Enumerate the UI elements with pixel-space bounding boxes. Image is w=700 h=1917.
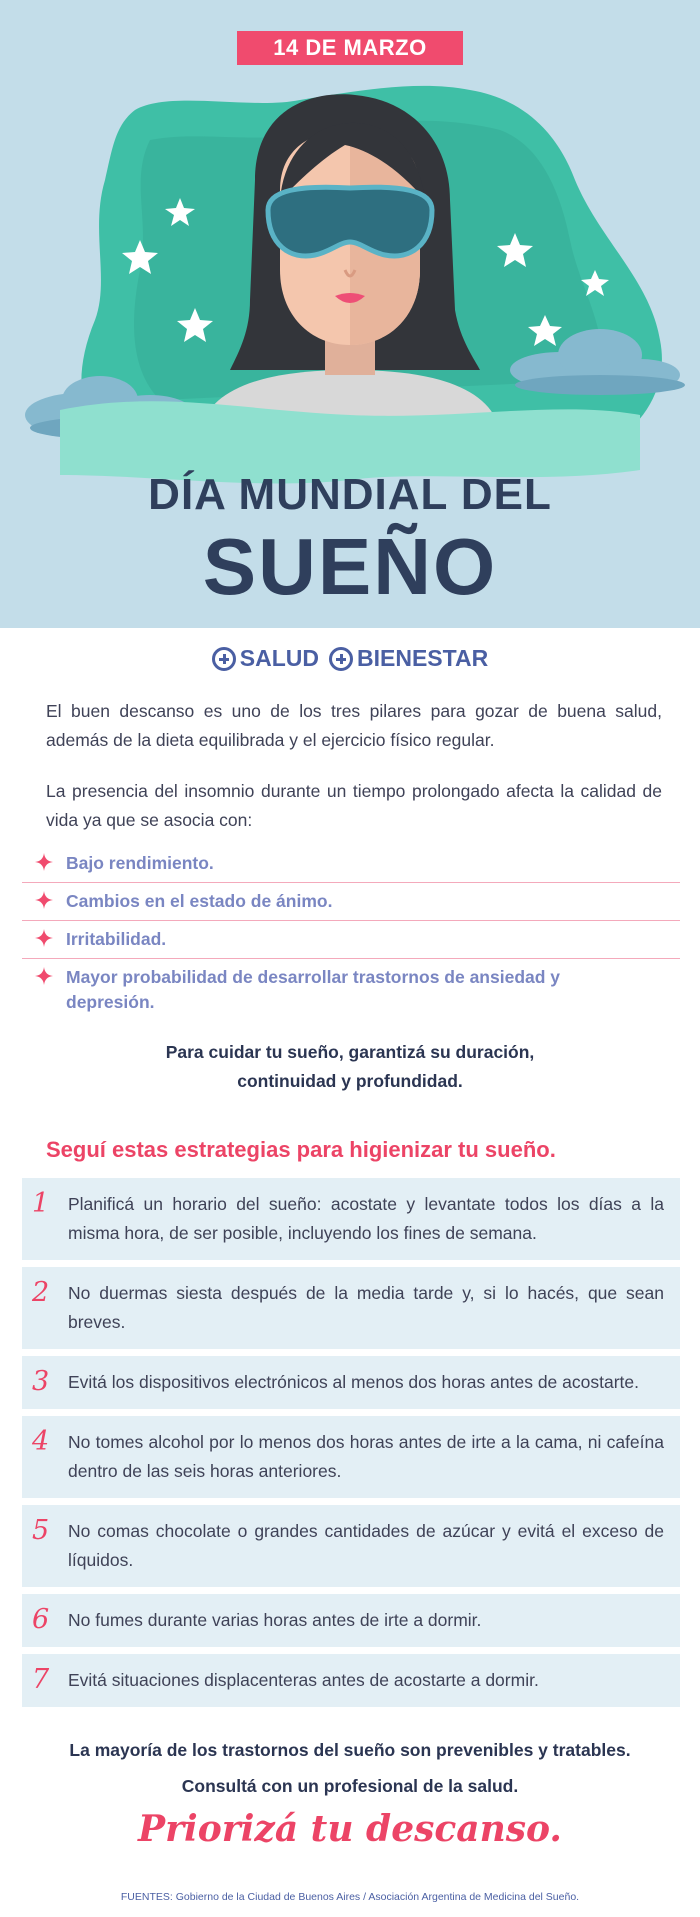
strategy-number: 6 <box>32 1604 50 1635</box>
strategy-number: 1 <box>32 1188 50 1219</box>
list-item <box>22 1594 680 1647</box>
sparkle-icon <box>22 889 66 909</box>
strategy-text: No comas chocolate o grandes cantidades de azúcar y evitá el exceso de líquidos. <box>68 1521 664 1570</box>
sparkle-icon <box>22 927 66 947</box>
list-item <box>22 845 680 883</box>
tag-bienestar <box>329 645 488 672</box>
list-item <box>22 883 680 921</box>
date-badge: 14 DE MARZO <box>237 31 463 65</box>
sources-footnote: FUENTES: Gobierno de la Ciudad de Buenos Aires / Asociación Argentina de Medicina del Sueño. <box>120 1891 580 1903</box>
plus-circle-icon <box>329 647 353 671</box>
closing-line-2: Consultá con un profesional de la salud. <box>181 1776 519 1796</box>
hero-section <box>0 0 700 628</box>
symptoms-list <box>22 845 680 1021</box>
strategy-text: No tomes alcohol por lo menos dos horas antes de irte a la cama, ni cafeína dentro de las seis horas anteriores. <box>68 1432 664 1481</box>
closing-line-1: La mayoría de los trastornos del sueño son prevenibles y tratables. <box>69 1740 631 1760</box>
intro-paragraph-2: La presencia del insomnio durante un tiempo prolongado afecta la calidad de vida ya que se asocia con: <box>46 781 662 830</box>
tag-label: BIENESTAR <box>357 645 489 671</box>
list-item <box>22 1654 680 1707</box>
plus-circle-icon <box>212 647 236 671</box>
tag-label: SALUD <box>239 645 320 671</box>
sleeping-woman-illustration <box>0 70 700 500</box>
list-item <box>22 1178 680 1260</box>
care-text <box>0 1038 700 1096</box>
list-item <box>22 1356 680 1409</box>
strategy-text: No duermas siesta después de la media tarde y, si lo hacés, que sean breves. <box>68 1283 664 1332</box>
strategy-number: 4 <box>32 1426 50 1457</box>
strategy-text: Planificá un horario del sueño: acostate y levantate todos los días a la misma hora, de ser posible, incluyendo los fines de semana. <box>68 1194 664 1243</box>
list-item <box>22 921 680 959</box>
strategy-text: Evitá los dispositivos electrónicos al menos dos horas antes de acostarte. <box>68 1372 639 1392</box>
symptom-text: Bajo rendimiento. <box>66 853 214 873</box>
strategy-number: 7 <box>32 1664 50 1695</box>
care-line-1: Para cuidar tu sueño, garantizá su duración, <box>165 1042 535 1062</box>
care-line-2: continuidad y profundidad. <box>237 1071 463 1091</box>
strategy-text: No fumes durante varias horas antes de irte a dormir. <box>68 1610 482 1630</box>
list-item <box>22 1416 680 1498</box>
strategy-number: 2 <box>32 1277 50 1308</box>
title-line-2: SUEÑO <box>202 522 498 611</box>
list-item <box>22 1505 680 1587</box>
tag-salud <box>212 645 319 672</box>
list-item <box>22 959 680 1021</box>
sparkle-icon <box>22 965 66 985</box>
slogan: Priorizá tu descanso. <box>138 1808 562 1850</box>
strategies-title: Seguí estas estrategias para higienizar tu sueño. <box>46 1137 556 1162</box>
strategy-number: 3 <box>32 1366 50 1397</box>
title-line-1: DÍA MUNDIAL DEL <box>148 470 552 519</box>
symptom-text: Cambios en el estado de ánimo. <box>66 891 333 911</box>
intro-paragraph-1: El buen descanso es uno de los tres pilares para gozar de buena salud, además de la dieta equilibrada y el ejercicio físico regular. <box>46 701 662 750</box>
sparkle-icon <box>22 851 66 871</box>
tags-row <box>0 645 700 672</box>
list-item <box>22 1267 680 1349</box>
strategy-number: 5 <box>32 1515 50 1546</box>
strategy-text: Evitá situaciones displacenteras antes de acostarte a dormir. <box>68 1670 539 1690</box>
symptom-text: Mayor probabilidad de desarrollar trastornos de ansiedad y depresión. <box>66 967 561 1012</box>
strategies-list <box>22 1178 680 1714</box>
symptom-text: Irritabilidad. <box>66 929 167 949</box>
